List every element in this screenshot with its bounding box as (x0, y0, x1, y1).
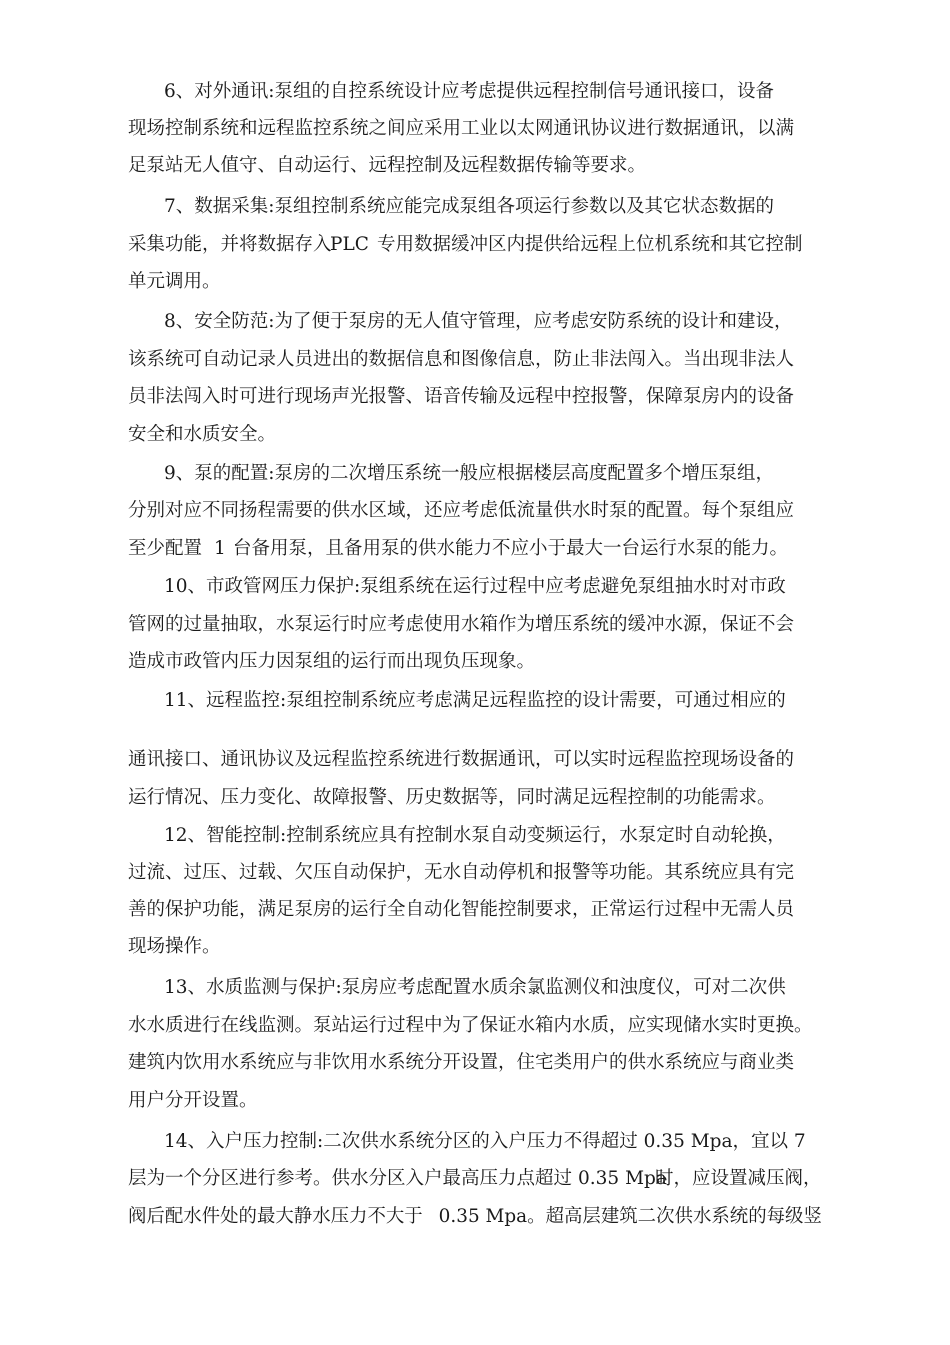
line-text: 现场控制系统和远程监控系统之间应采用工业以太网通讯协议进行数据通讯，以满 (128, 118, 795, 139)
text-line (0, 496, 950, 526)
line-text: 层为一个分区进行参考。供水分区入户最高压力点超过 (128, 1168, 573, 1189)
line-text: 0.35 Mpa (578, 1168, 667, 1189)
line-text: 善的保护功能，满足泵房的运行全自动化智能控制要求，正常运行过程中无需人员 (128, 899, 795, 920)
line-text: 建筑内饮用水系统应与非饮用水系统分开设置，住宅类用户的供水系统应与商业类 (128, 1052, 795, 1073)
text-line (0, 307, 950, 337)
text-line (0, 783, 950, 813)
line-text: 至少配置 (128, 538, 203, 559)
line-text: 1 (214, 538, 226, 559)
text-line (0, 192, 950, 222)
text-line (0, 459, 950, 489)
line-text: 台备用泵，且备用泵的供水能力不应小于最大一台运行水泵的能力。 (233, 538, 789, 559)
text-line (0, 1011, 950, 1041)
line-text: 用户分开设置。 (128, 1090, 258, 1111)
line-text: 足泵站无人值守、自动运行、远程控制及远程数据传输等要求。 (128, 155, 647, 176)
text-line (0, 932, 950, 962)
text-line (0, 1048, 950, 1078)
line-text: 9、泵的配置:泵房的二次增压系统一般应根据楼层高度配置多个增压泵组， (164, 463, 775, 484)
text-line (0, 267, 950, 297)
text-line (1, 1202, 947, 1232)
text-line (0, 77, 950, 107)
line-text: 0.35 Mpa。超高层建筑二次供水系统的每级竖 (438, 1206, 822, 1227)
line-text: 员非法闯入时可进行现场声光报警、语音传输及远程中控报警，保障泵房内的设备 (128, 386, 795, 407)
text-line (0, 610, 950, 640)
line-text: 8、安全防范:为了便于泵房的无人值守管理，应考虑安防系统的设计和建设， (164, 311, 793, 332)
text-line (0, 895, 950, 925)
line-text: 采集功能，并将数据存入 (128, 234, 332, 255)
text-line (0, 647, 950, 677)
line-text: 现场操作。 (128, 936, 221, 957)
text-line (0, 745, 950, 775)
line-text: 10、市政管网压力保护:泵组系统在运行过程中应考虑避免泵组抽水时对市政 (164, 576, 786, 597)
line-text: 该系统可自动记录人员进出的数据信息和图像信息，防止非法闯入。当出现非法人 (128, 349, 795, 370)
text-line (0, 534, 950, 564)
line-text: 安全和水质安全。 (128, 424, 277, 445)
text-line (0, 1164, 950, 1194)
line-text: 水水质进行在线监测。泵站运行过程中为了保证水箱内水质，应实现储水实时更换。 (128, 1015, 813, 1036)
text-line (0, 821, 950, 851)
line-text: 7、数据采集:泵组控制系统应能完成泵组各项运行参数以及其它状态数据的 (164, 196, 775, 217)
line-text: 通讯接口、通讯协议及远程监控系统进行数据通讯，可以实时远程监控现场设备的 (128, 749, 795, 770)
text-line (0, 151, 950, 181)
text-line (0, 572, 950, 602)
line-text: 单元调用。 (128, 271, 221, 292)
text-line (0, 858, 950, 888)
text-line (0, 382, 950, 412)
text-line (0, 1086, 950, 1116)
line-text: 12、智能控制:控制系统应具有控制水泵自动变频运行，水泵定时自动轮换， (164, 825, 786, 846)
text-line (0, 420, 950, 450)
line-text: 14、入户压力控制:二次供水系统分区的入户压力不得超过 0.35 Mpa，宜以 7 (164, 1131, 806, 1152)
text-line (0, 230, 950, 260)
line-text: 时，应设置减压阀， (655, 1168, 822, 1189)
line-text: PLC (330, 234, 369, 255)
text-line (0, 345, 950, 375)
line-text: 专用数据缓冲区内提供给远程上位机系统和其它控制 (377, 234, 803, 255)
line-text: 阀后配水件处的最大静水压力不大于 (128, 1206, 423, 1227)
line-text: 过流、过压、过载、欠压自动保护，无水自动停机和报警等功能。其系统应具有完 (128, 862, 795, 883)
text-line (0, 1127, 950, 1157)
line-text: 管网的过量抽取，水泵运行时应考虑使用水箱作为增压系统的缓冲水源，保证不会 (128, 614, 795, 635)
line-text: 6、对外通讯:泵组的自控系统设计应考虑提供远程控制信号通讯接口，设备 (164, 81, 775, 102)
line-text: 13、水质监测与保护:泵房应考虑配置水质余氯监测仪和浊度仪，可对二次供 (164, 977, 786, 998)
text-line (0, 114, 950, 144)
text-line (0, 973, 950, 1003)
line-text: 11、远程监控:泵组控制系统应考虑满足远程监控的设计需要，可通过相应的 (164, 690, 786, 711)
line-text: 分别对应不同扬程需要的供水区域，还应考虑低流量供水时泵的配置。每个泵组应 (128, 500, 795, 521)
line-text: 运行情况、压力变化、故障报警、历史数据等，同时满足远程控制的功能需求。 (128, 787, 776, 808)
line-text: 造成市政管内压力因泵组的运行而出现负压现象。 (128, 651, 536, 672)
text-line (0, 686, 950, 716)
